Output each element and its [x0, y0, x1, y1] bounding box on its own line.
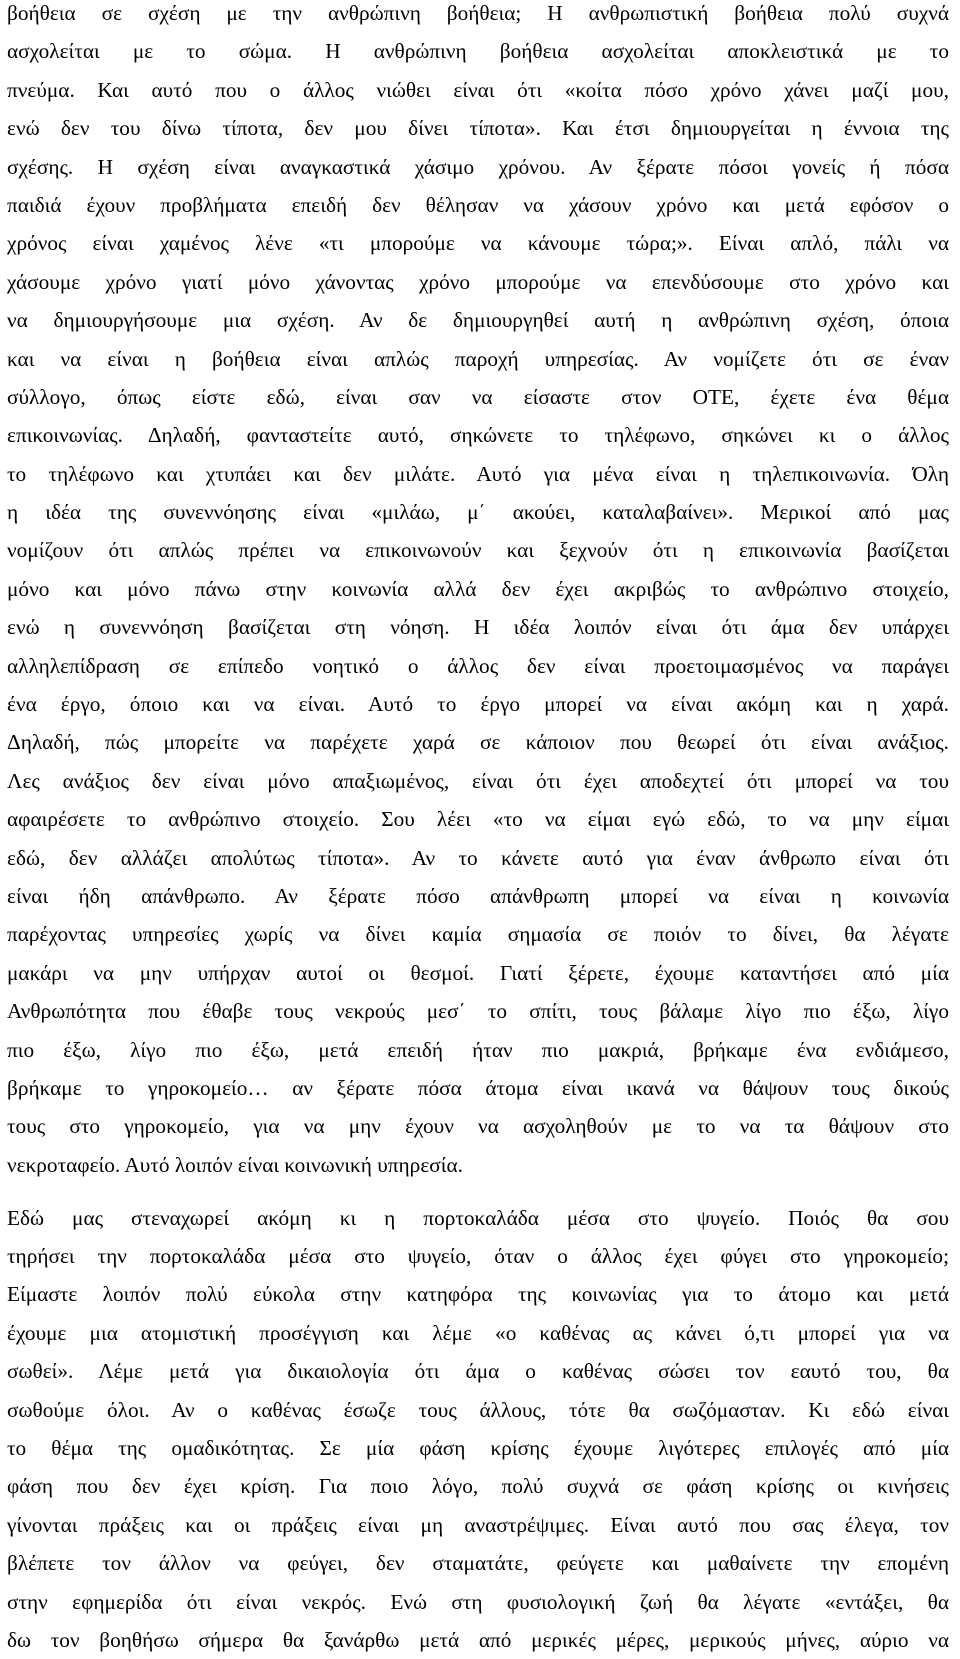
text-line: ασχολείται με το σώμα. Η ανθρώπινη βοήθεια ασχολείται αποκλειστικά με το [7, 39, 949, 64]
text-line: έχουμε μια ατομιστική προσέγγιση και λέμε «ο καθένας ας κάνει ό,τι μπορεί για να [7, 1320, 949, 1345]
text-line: σχέσης. Η σχέση είναι αναγκαστικά χάσιμο χρόνου. Αν ξέρατε πόσοι γονείς ή πόσα [7, 154, 949, 179]
text-line: παρέχοντας υπηρεσίες χωρίς να δίνει καμία σημασία σε ποιόν το δίνει, θα λέγατε [7, 922, 949, 947]
paragraph-1 [7, 0, 949, 1184]
text-line: είναι ήδη απάνθρωπο. Αν ξέρατε πόσο απάνθρωπη μπορεί να είναι η κοινωνία [7, 883, 949, 908]
text-line: μακάρι να μην υπήρχαν αυτοί οι θεσμοί. Γιατί ξέρετε, έχουμε καταντήσει από μία [7, 960, 949, 985]
text-line: αλληλεπίδραση σε επίπεδο νοητικό ο άλλος δεν είναι προετοιμασμένος να παράγει [7, 653, 949, 678]
text-line: σύλλογο, όπως είστε εδώ, είναι σαν να είσαστε στον ΟΤΕ, έχετε ένα θέμα [7, 384, 949, 409]
text-line: πνεύμα. Και αυτό που ο άλλος νιώθει είναι ότι «κοίτα πόσο χρόνο χάνει μαζί μου, [7, 77, 949, 102]
text-line: τηρήσει την πορτοκαλάδα μέσα στο ψυγείο, όταν ο άλλος έχει φύγει στο γηροκομείο; [7, 1244, 949, 1269]
text-line: και να είναι η βοήθεια είναι απλώς παροχή υπηρεσίας. Αν νομίζετε ότι σε έναν [7, 346, 949, 371]
text-line: να δημιουργήσουμε μια σχέση. Αν δε δημιουργηθεί αυτή η ανθρώπινη σχέση, όποια [7, 308, 949, 333]
text-line: σωθούμε όλοι. Αν ο καθένας έσωζε τους άλλους, τότε θα σωζόμασταν. Κι εδώ είναι [7, 1397, 949, 1422]
text-line: αφαιρέσετε το ανθρώπινο στοιχείο. Σου λέει «το να είμαι εγώ εδώ, το να μην είμαι [7, 807, 949, 832]
text-line: Εδώ μας στεναχωρεί ακόμη κι η πορτοκαλάδα μέσα στο ψυγείο. Ποιός θα σου [7, 1205, 949, 1230]
text-line: τους στο γηροκομείο, για να μην έχουν να ασχοληθούν με το να τα θάψουν στο [7, 1114, 949, 1139]
text-line: εδώ, δεν αλλάζει απολύτως τίποτα». Αν το κάνετε αυτό για έναν άνθρωπο είναι ότι [7, 845, 949, 870]
text-line: το τηλέφωνο και χτυπάει και δεν μιλάτε. Αυτό για μένα είναι η τηλεπικοινωνία. Όλη [7, 461, 949, 486]
text-line: το θέμα της ομαδικότητας. Σε μία φάση κρίσης έχουμε λιγότερες επιλογές από μία [7, 1436, 949, 1461]
text-line: νεκροταφείο. Αυτό λοιπόν είναι κοινωνική υπηρεσία. [7, 1152, 463, 1177]
text-line: ένα έργο, όποιο και να είναι. Αυτό το έργο μπορεί να είναι ακόμη και η χαρά. [7, 692, 949, 717]
text-line: Ανθρωπότητα που έθαβε τους νεκρούς μεσ΄ το σπίτι, τους βάλαμε λίγο πιο έξω, λίγο [7, 999, 949, 1024]
text-line: βρήκαμε το γηροκομείο… αν ξέρατε πόσα άτομα είναι ικανά να θάψουν τους δικούς [7, 1075, 949, 1100]
text-line: στην εφημερίδα ότι είναι νεκρός. Ενώ στη φυσιολογική ζωή θα λέγατε «εντάξει, θα [7, 1589, 949, 1614]
text-line: Δηλαδή, πώς μπορείτε να παρέχετε χαρά σε κάποιον που θεωρεί ότι είναι ανάξιος. [7, 730, 949, 755]
text-line: βοήθεια σε σχέση με την ανθρώπινη βοήθεια; Η ανθρωπιστική βοήθεια πολύ συχνά [7, 1, 949, 25]
text-line: φάση που δεν έχει κρίση. Για ποιο λόγο, πολύ συχνά σε φάση κρίσης οι κινήσεις [7, 1474, 949, 1499]
text-line: ενώ δεν του δίνω τίποτα, δεν μου δίνει τίποτα». Και έτσι δημιουργείται η έννοια της [7, 116, 949, 141]
text-line: χάσουμε χρόνο γιατί μόνο χάνοντας χρόνο μπορούμε να επενδύσουμε στο χρόνο και [7, 269, 949, 294]
document-page [7, 0, 949, 1659]
text-line: χρόνος είναι χαμένος λένε «τι μπορούμε να κάνουμε τώρα;». Είναι απλό, πάλι να [7, 231, 949, 256]
text-line: γίνονται πράξεις και οι πράξεις είναι μη αναστρέψιμες. Είναι αυτό που σας έλεγα, τον [7, 1512, 949, 1537]
paragraph-2 [7, 1199, 949, 1659]
text-line: δω τον βοηθήσω σήμερα θα ξανάρθω μετά από μερικές μέρες, μερικούς μήνες, αύριο να [7, 1628, 949, 1652]
text-line: νομίζουν ότι απλώς πρέπει να επικοινωνούν και ξεχνούν ότι η επικοινωνία βασίζεται [7, 538, 949, 563]
paragraph-gap [7, 1184, 949, 1199]
text-line: μόνο και μόνο πάνω στην κοινωνία αλλά δεν έχει ακριβώς το ανθρώπινο στοιχείο, [7, 576, 949, 601]
text-line: ενώ η συνεννόηση βασίζεται στη νόηση. Η ιδέα λοιπόν είναι ότι άμα δεν υπάρχει [7, 615, 949, 640]
text-line: Είμαστε λοιπόν πολύ εύκολα στην κατηφόρα της κοινωνίας για το άτομο και μετά [7, 1282, 949, 1307]
text-line: επικοινωνίας. Δηλαδή, φανταστείτε αυτό, σηκώνετε το τηλέφωνο, σηκώνει κι ο άλλος [7, 423, 949, 448]
text-line: βλέπετε τον άλλον να φεύγει, δεν σταματάτε, φεύγετε και μαθαίνετε την επομένη [7, 1551, 949, 1576]
text-line: πιο έξω, λίγο πιο έξω, μετά επειδή ήταν πιο μακριά, βρήκαμε ένα ενδιάμεσο, [7, 1037, 949, 1062]
text-line: Λες ανάξιος δεν είναι μόνο απαξιωμένος, είναι ότι έχει αποδεχτεί ότι μπορεί να του [7, 768, 949, 793]
text-line: σωθεί». Λέμε μετά για δικαιολογία ότι άμα ο καθένας σώσει τον εαυτό του, θα [7, 1359, 949, 1384]
text-line: παιδιά έχουν προβλήματα επειδή δεν θέλησαν να χάσουν χρόνο και μετά εφόσον ο [7, 192, 949, 217]
text-line: η ιδέα της συνεννόησης είναι «μιλάω, μ΄ ακούει, καταλαβαίνει». Μερικοί από μας [7, 500, 949, 525]
